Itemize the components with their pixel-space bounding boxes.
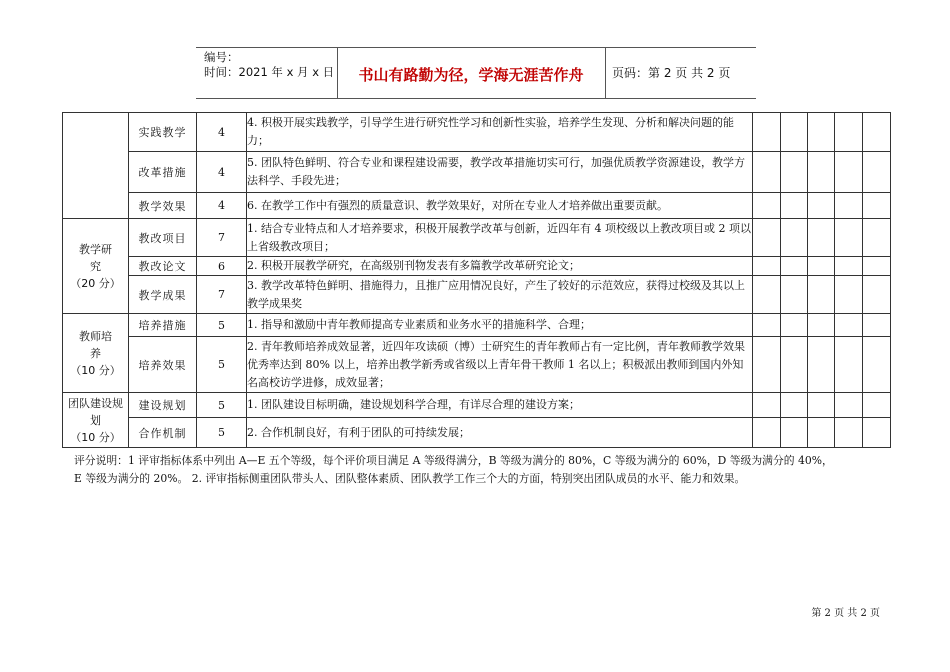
item-description: 2. 青年教师培养成效显著，近四年攻读硕（博）士研究生的青年教师占有一定比例，青年教师教学效果优秀率达到 80% 以上，培养出教学新秀或省级以上青年骨干教师 1 名以上；积极派出教师到国内外知名高校访学进修，成效显著； [247, 337, 753, 393]
grade-cell [863, 418, 891, 448]
note-line: E 等级为满分的 20%。 2. 评审指标侧重团队带头人、团队整体素质、团队教学工作三个大的方面，特别突出团队成员的水平、能力和效果。 [74, 472, 746, 485]
item-score: 6 [197, 257, 247, 276]
grade-cell [753, 393, 781, 418]
grade-cell [781, 113, 808, 152]
scoring-notes [74, 452, 884, 488]
grade-cell [808, 257, 835, 276]
header-left [204, 50, 334, 80]
item-score: 7 [197, 276, 247, 314]
item-name: 教改项目 [129, 219, 197, 257]
motto: 书山有路勤为径，学海无涯苦作舟 [358, 66, 584, 84]
note-line: 评分说明：1 评审指标体系中列出 A—E 五个等级，每个评价项目满足 A 等级得满分，B 等级为满分的 80%，C 等级为满分的 60%，D 等级为满分的 40%， [74, 454, 833, 467]
grade-cell [808, 113, 835, 152]
header-divider [337, 48, 338, 98]
grade-cell [781, 314, 808, 337]
section-name: 教师培养 [79, 329, 112, 360]
grade-cell [753, 257, 781, 276]
grade-cell [781, 276, 808, 314]
grade-cell [753, 276, 781, 314]
item-name: 合作机制 [129, 418, 197, 448]
item-score: 5 [197, 393, 247, 418]
item-description: 2. 积极开展教学研究，在高级别刊物发表有多篇教学改革研究论文； [247, 257, 753, 276]
grade-cell [781, 193, 808, 219]
section-name: 教学研究 [79, 242, 112, 273]
grade-cell [835, 276, 863, 314]
section-points: （10 分） [70, 363, 121, 377]
grade-cell [781, 393, 808, 418]
page-label: 页码：第 2 页 共 2 页 [612, 66, 731, 80]
item-description: 2. 合作机制良好，有利于团队的可持续发展； [247, 418, 753, 448]
grade-cell [863, 113, 891, 152]
number-label: 编号： [204, 50, 239, 64]
grade-cell [808, 219, 835, 257]
section-cell [63, 314, 129, 393]
page-header [196, 47, 756, 99]
section-cell [63, 219, 129, 314]
item-score: 4 [197, 113, 247, 152]
table-row [63, 257, 891, 276]
table-row [63, 337, 891, 393]
grade-cell [835, 152, 863, 193]
grade-cell [835, 257, 863, 276]
item-score: 4 [197, 152, 247, 193]
item-name: 建设规划 [129, 393, 197, 418]
item-name: 改革措施 [129, 152, 197, 193]
grade-cell [835, 314, 863, 337]
table-row [63, 276, 891, 314]
grade-cell [835, 418, 863, 448]
grade-cell [753, 337, 781, 393]
item-score: 4 [197, 193, 247, 219]
item-name: 培养措施 [129, 314, 197, 337]
item-description: 6. 在教学工作中有强烈的质量意识、教学效果好，对所在专业人才培养做出重要贡献。 [247, 193, 753, 219]
grade-cell [863, 337, 891, 393]
time-label: 时间：2021 年 x 月 x 日 [204, 65, 335, 79]
section-name: 团队建设规划 [68, 396, 123, 427]
grade-cell [781, 418, 808, 448]
grade-cell [753, 314, 781, 337]
grade-cell [808, 337, 835, 393]
item-description: 1. 指导和激励中青年教师提高专业素质和业务水平的措施科学、合理； [247, 314, 753, 337]
section-points: （20 分） [70, 276, 121, 290]
grade-cell [753, 193, 781, 219]
grade-cell [753, 418, 781, 448]
grade-cell [753, 152, 781, 193]
item-score: 5 [197, 314, 247, 337]
section-points: （10 分） [70, 430, 121, 444]
section-cell [63, 113, 129, 219]
table-row [63, 219, 891, 257]
section-cell [63, 393, 129, 448]
grade-cell [808, 193, 835, 219]
item-score: 5 [197, 337, 247, 393]
grade-cell [835, 193, 863, 219]
grade-cell [863, 257, 891, 276]
grade-cell [808, 152, 835, 193]
grade-cell [808, 276, 835, 314]
item-description: 1. 结合专业特点和人才培养要求，积极开展教学改革与创新，近四年有 4 项校级以上教改项目或 2 项以上省级教改项目； [247, 219, 753, 257]
table-row [63, 113, 891, 152]
page-footer: 第 2 页 共 2 页 [811, 608, 880, 619]
item-name: 教学成果 [129, 276, 197, 314]
grade-cell [781, 337, 808, 393]
grade-cell [863, 152, 891, 193]
grade-cell [808, 393, 835, 418]
item-description: 5. 团队特色鲜明、符合专业和课程建设需要，教学改革措施切实可行，加强优质教学资源建设，教学方法科学、手段先进； [247, 152, 753, 193]
grade-cell [781, 219, 808, 257]
item-description: 1. 团队建设目标明确，建设规划科学合理，有详尽合理的建设方案； [247, 393, 753, 418]
evaluation-table [62, 112, 891, 448]
header-divider [605, 48, 606, 98]
table-row [63, 152, 891, 193]
grade-cell [863, 193, 891, 219]
table-row [63, 393, 891, 418]
item-name: 培养效果 [129, 337, 197, 393]
item-score: 5 [197, 418, 247, 448]
grade-cell [863, 393, 891, 418]
grade-cell [835, 219, 863, 257]
grade-cell [753, 113, 781, 152]
item-description: 4. 积极开展实践教学，引导学生进行研究性学习和创新性实验，培养学生发现、分析和解决问题的能力； [247, 113, 753, 152]
item-description: 3. 教学改革特色鲜明、措施得力，且推广应用情况良好，产生了较好的示范效应，获得过校级及其以上教学成果奖 [247, 276, 753, 314]
grade-cell [835, 113, 863, 152]
item-name: 教改论文 [129, 257, 197, 276]
item-score: 7 [197, 219, 247, 257]
item-name: 教学效果 [129, 193, 197, 219]
grade-cell [835, 393, 863, 418]
grade-cell [781, 152, 808, 193]
grade-cell [781, 257, 808, 276]
item-name: 实践教学 [129, 113, 197, 152]
grade-cell [835, 337, 863, 393]
grade-cell [753, 219, 781, 257]
grade-cell [863, 219, 891, 257]
grade-cell [863, 276, 891, 314]
grade-cell [863, 314, 891, 337]
grade-cell [808, 314, 835, 337]
table-row [63, 418, 891, 448]
table-row [63, 314, 891, 337]
grade-cell [808, 418, 835, 448]
table-row [63, 193, 891, 219]
